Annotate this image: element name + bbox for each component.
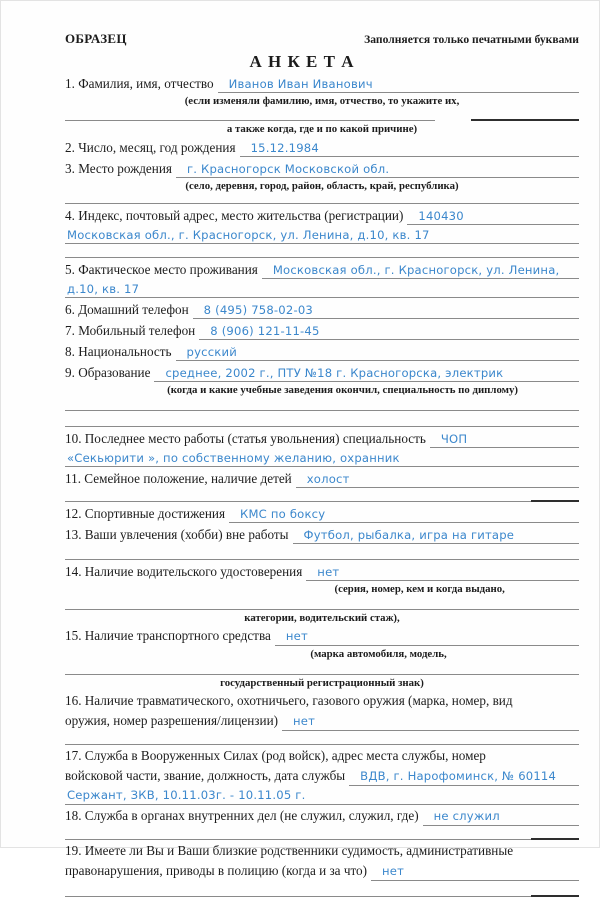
field-q15-label: 15. Наличие транспортного средства <box>65 628 271 644</box>
field-q7-label: 7. Мобильный телефон <box>65 322 196 338</box>
field-q14-hint1: (серия, номер, кем и когда выдано, <box>334 583 505 596</box>
separator-line <box>65 558 579 560</box>
field-q1-hint1: (если изменяли фамилию, имя, отчество, то укажите их, <box>184 95 460 108</box>
field-q12-value: КМС по боксу <box>229 507 579 523</box>
blank-line-q1 <box>65 120 579 121</box>
field-q19 <box>65 863 579 880</box>
field-q7-value: 8 (906) 121-11-45 <box>199 324 579 340</box>
field-q9-hint: (когда и какие учебные заведения окончил, специальность по диплому) <box>167 384 518 397</box>
field-q10 <box>65 431 579 448</box>
field-q10-continuation <box>65 451 579 467</box>
field-q1-value: Иванов Иван Иванович <box>218 77 579 93</box>
field-q4-value: 140430 <box>407 209 579 225</box>
field-q14 <box>65 564 579 581</box>
field-q17-value2: Сержант, ЗКВ, 10.11.03г. - 10.11.05 г. <box>65 788 579 804</box>
form-title: А Н К Е Т А <box>249 52 355 71</box>
field-q9-label: 9. Образование <box>65 364 151 380</box>
field-q5-label: 5. Фактическое место проживания <box>65 261 258 277</box>
field-q11 <box>65 471 579 488</box>
fill-instruction: Заполняется только печатными буквами <box>364 33 579 46</box>
field-q15-hint1: (марка автомобиля, модель, <box>310 647 447 660</box>
field-q17-label-line2: войсковой части, звание, должность, дата службы <box>65 768 346 784</box>
field-q17 <box>65 768 579 785</box>
separator-line <box>65 202 579 204</box>
field-q9 <box>65 365 579 382</box>
field-q1 <box>65 76 579 93</box>
field-q17-continuation <box>65 788 579 804</box>
field-q18 <box>65 808 579 825</box>
field-q14-value: нет <box>306 565 579 581</box>
field-q8-label: 8. Национальность <box>65 343 172 359</box>
blank-line <box>65 409 579 411</box>
field-q17-label-line1: 17. Служба в Вооруженных Силах (род войск), адрес места службы, номер <box>65 748 486 764</box>
field-q18-value: не служил <box>423 809 579 825</box>
field-q1-hint2: а также когда, где и по какой причине) <box>226 123 418 136</box>
field-q10-value2: «Секьюрити », по собственному желанию, охранник <box>65 451 579 467</box>
field-q14-hint2: категории, водительский стаж), <box>244 612 400 624</box>
sample-label: ОБРАЗЕЦ <box>65 31 127 46</box>
field-q15-value: нет <box>275 629 579 645</box>
field-q10-value: ЧОП <box>430 432 579 448</box>
field-q19-label-line2: правонарушения, приводы в полицию (когда и за что) <box>65 863 368 879</box>
field-q2-label: 2. Число, месяц, год рождения <box>65 139 236 155</box>
blank-line <box>65 673 579 675</box>
field-q9-value: среднее, 2002 г., ПТУ №18 г. Красногорска, электрик <box>154 366 579 382</box>
field-q13 <box>65 527 579 544</box>
blank-line <box>65 838 579 840</box>
field-q19-value: нет <box>371 864 579 880</box>
field-q3 <box>65 161 579 178</box>
separator-line <box>65 256 579 258</box>
field-q13-value: Футбол, рыбалка, игра на гитаре <box>293 528 579 544</box>
sheet-header <box>65 31 579 47</box>
field-q16 <box>65 713 579 730</box>
field-q7 <box>65 323 579 340</box>
separator-line <box>65 425 579 427</box>
field-q11-value: холост <box>296 472 579 488</box>
field-q16-value: нет <box>282 714 579 730</box>
field-q11-label: 11. Семейное положение, наличие детей <box>65 470 292 486</box>
field-q3-label: 3. Место рождения <box>65 160 172 176</box>
field-q12-label: 12. Спортивные достижения <box>65 505 226 521</box>
field-q5-value: Московская обл., г. Красногорск, ул. Ленина, <box>262 263 579 279</box>
field-q12 <box>65 506 579 523</box>
field-q6-label: 6. Домашний телефон <box>65 301 189 317</box>
field-q4-continuation <box>65 228 579 244</box>
field-q19-label-line1: 19. Имеете ли Вы и Ваши близкие родственники судимость, административные <box>65 843 514 859</box>
field-q15-hint2: государственный регистрационный знак) <box>220 676 424 689</box>
field-q16-label-line1: 16. Наличие травматического, охотничьего, газового оружия (марка, номер, вид <box>65 693 513 709</box>
field-q2 <box>65 140 579 157</box>
blank-line <box>65 608 579 610</box>
field-q10-label: 10. Последнее место работы (статья увольнения) специальность <box>65 430 426 446</box>
field-q15 <box>65 628 579 645</box>
field-q5-value2: д.10, кв. 17 <box>65 282 579 298</box>
field-q18-label: 18. Служба в органах внутренних дел (не служил, служил, где) <box>65 808 419 824</box>
field-q13-label: 13. Ваши увлечения (хобби) вне работы <box>65 526 289 542</box>
field-q8-value: русский <box>176 345 579 361</box>
field-q8 <box>65 344 579 361</box>
field-q4-value2: Московская обл., г. Красногорск, ул. Ленина, д.10, кв. 17 <box>65 228 579 244</box>
field-q4-label: 4. Индекс, почтовый адрес, место жительства (регистрации) <box>65 207 404 223</box>
field-q1-label: 1. Фамилия, имя, отчество <box>65 76 214 91</box>
field-q17-value: ВДВ, г. Нарофоминск, № 60114 <box>349 769 579 785</box>
field-q6 <box>65 302 579 319</box>
separator-line <box>65 743 579 745</box>
field-q3-hint: (село, деревня, город, район, область, край, республика) <box>185 180 459 193</box>
field-q5-continuation <box>65 282 579 298</box>
field-q2-value: 15.12.1984 <box>240 141 579 157</box>
field-q4 <box>65 208 579 225</box>
field-q3-value: г. Красногорск Московской обл. <box>176 162 579 178</box>
bottom-line <box>65 895 579 897</box>
field-q16-label-line2: оружия, номер разрешения/лицензии) <box>65 713 279 729</box>
field-q14-label: 14. Наличие водительского удостоверения <box>65 563 303 579</box>
field-q6-value: 8 (495) 758-02-03 <box>193 303 579 319</box>
field-q5 <box>65 262 579 279</box>
blank-line <box>65 500 579 502</box>
